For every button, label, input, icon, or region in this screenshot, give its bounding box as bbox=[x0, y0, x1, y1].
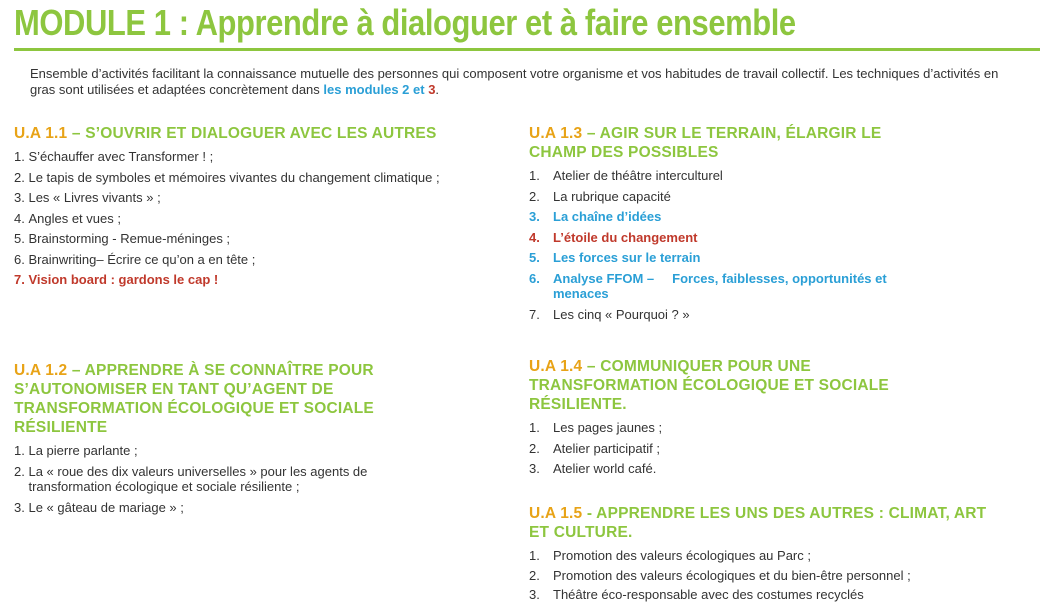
section-ua11 bbox=[14, 124, 444, 293]
ua11-title: – S’OUVRIR ET DIALOGUER AVEC LES AUTRES bbox=[67, 125, 437, 142]
ua14-code: U.A 1.4 bbox=[529, 358, 583, 375]
ua12-code: U.A 1.2 bbox=[14, 362, 68, 379]
list-item: 3. Le « gâteau de mariage » ; bbox=[14, 499, 184, 515]
list-item: 2. La « roue des dix valeurs universelles » pour les agents de transformation écologique et sociale résiliente ; bbox=[14, 463, 368, 494]
list-item-highlighted: 3. La chaîne d’idées bbox=[529, 209, 662, 224]
intro-end: . bbox=[435, 82, 440, 97]
list-item: 3. Les « Livres vivants » ; bbox=[14, 190, 161, 205]
ua11-code: U.A 1.1 bbox=[14, 125, 68, 142]
modules-reference bbox=[323, 82, 435, 97]
ua14-title: – COMMUNIQUER POUR UNE TRANSFORMATION ÉCOLOGIQUE ET SOCIALE RÉSILIENTE. bbox=[529, 358, 889, 413]
ua13-list bbox=[529, 168, 939, 322]
list-item-highlighted: 6. Analyse FFOM – Forces, faiblesses, opportunités et menaces bbox=[529, 270, 887, 301]
list-item: 2. Promotion des valeurs écologiques et du bien-être personnel ; bbox=[529, 567, 911, 583]
list-item: 3. Théâtre éco-responsable avec des costumes recyclés bbox=[529, 587, 864, 602]
module-2-ref: les modules 2 bbox=[323, 82, 410, 97]
ua15-title: - APPRENDRE LES UNS DES AUTRES : CLIMAT, ART ET CULTURE. bbox=[529, 505, 987, 541]
list-item: 1. S’échauffer avec Transformer ! ; bbox=[14, 149, 214, 164]
list-item: 2. La rubrique capacité bbox=[529, 188, 671, 204]
intro-paragraph bbox=[30, 66, 1020, 98]
ua13-heading bbox=[529, 124, 939, 162]
ua11-heading bbox=[14, 124, 444, 143]
section-ua14 bbox=[529, 357, 949, 482]
ua12-list bbox=[14, 443, 434, 515]
list-item: 3. Atelier world café. bbox=[529, 461, 657, 476]
list-item: 4. Angles et vues ; bbox=[14, 210, 121, 226]
ua13-code: U.A 1.3 bbox=[529, 125, 583, 142]
ua13-title: – AGIR SUR LE TERRAIN, ÉLARGIR LE CHAMP DES POSSIBLES bbox=[529, 125, 882, 161]
modules-and: et bbox=[409, 82, 429, 97]
list-item: 5. Brainstorming - Remue-méninges ; bbox=[14, 231, 231, 246]
section-ua15 bbox=[529, 504, 999, 607]
list-item: 2. Le tapis de symboles et mémoires vivantes du changement climatique ; bbox=[14, 169, 440, 185]
list-item: 7. Les cinq « Pourquoi ? » bbox=[529, 306, 690, 322]
section-ua12 bbox=[14, 361, 434, 520]
ua14-heading bbox=[529, 357, 949, 414]
module-title: MODULE 1 : Apprendre à dialoguer et à faire ensemble bbox=[14, 2, 796, 43]
list-item-highlighted: 5. Les forces sur le terrain bbox=[529, 250, 701, 265]
list-item: 1. Atelier de théâtre interculturel bbox=[529, 168, 723, 183]
list-item: 2. Atelier participatif ; bbox=[529, 440, 660, 456]
ua15-code: U.A 1.5 bbox=[529, 505, 583, 522]
list-item: 1. Les pages jaunes ; bbox=[529, 420, 663, 435]
list-item: 1. Promotion des valeurs écologiques au Parc ; bbox=[529, 548, 811, 563]
intro-text: Ensemble d’activités facilitant la connaissance mutuelle des personnes qui composent votre organisme et vos habitudes de travail collectif. Les techniques d’activités en gras sont utilisées et adaptées concrètement dans bbox=[30, 66, 999, 97]
ua12-title: – APPRENDRE À SE CONNAÎTRE POUR S’AUTONOMISER EN TANT QU’AGENT DE TRANSFORMATION ÉCOLOGIQUE ET SOCIALE RÉSILIENTE bbox=[14, 362, 374, 436]
list-item: 6. Brainwriting– Écrire ce qu’on a en tête ; bbox=[14, 251, 256, 267]
list-item: 1. La pierre parlante ; bbox=[14, 443, 138, 458]
ua12-heading bbox=[14, 361, 434, 437]
section-ua13 bbox=[529, 124, 939, 327]
list-item-highlighted: 7. Vision board : gardons le cap ! bbox=[14, 272, 219, 287]
ua14-list bbox=[529, 420, 949, 477]
list-item-highlighted: 4. L’étoile du changement bbox=[529, 229, 698, 245]
ua15-list bbox=[529, 548, 999, 603]
module-3-ref: 3 bbox=[428, 82, 436, 97]
ua15-heading bbox=[529, 504, 999, 542]
ua11-list bbox=[14, 149, 444, 288]
title-underline bbox=[14, 48, 1040, 51]
